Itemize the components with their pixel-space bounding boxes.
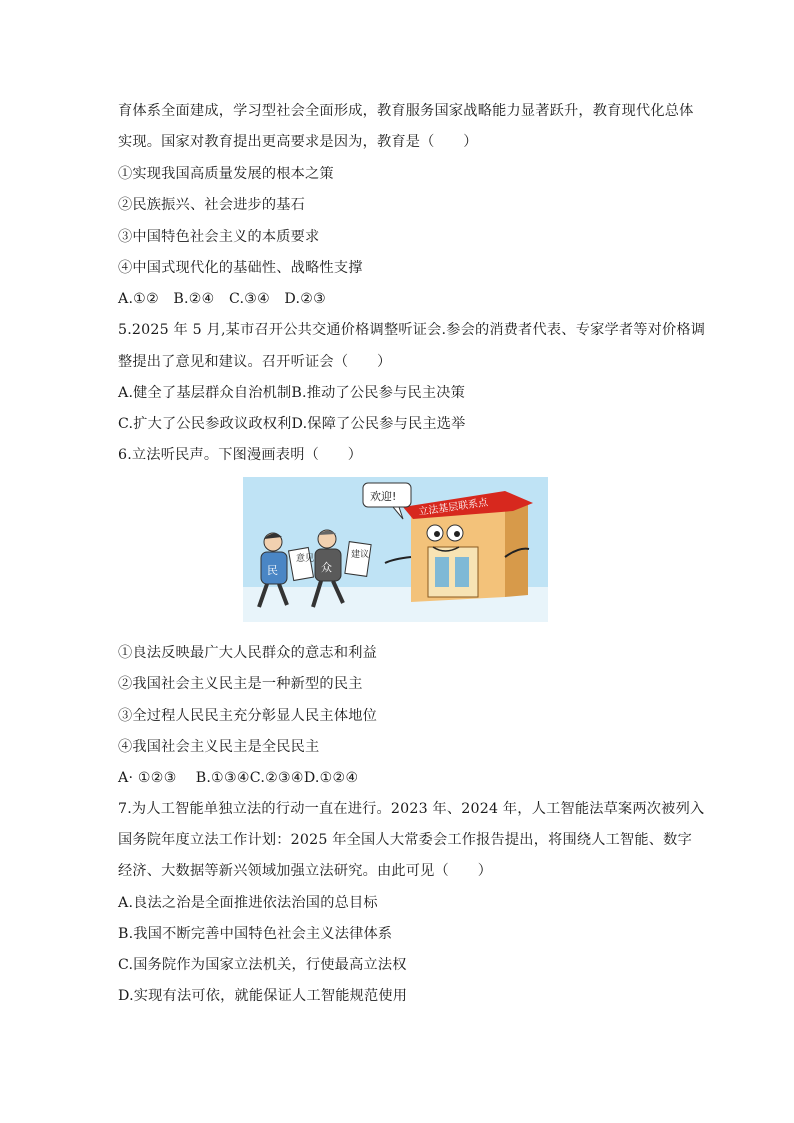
question-6: 6.立法听民声。下图漫画表明（ ） [118, 447, 363, 463]
option-line: A.良法之治是全面推进依法治国的总目标 [118, 895, 378, 911]
question-7: 7.为人工智能单独立法的行动一直在进行。2023 年、2024 年，人工智能法草案两次被列入 [118, 801, 705, 817]
answer-choices: A.①② B.②④ C.③④ D.②③ [118, 291, 327, 307]
option-line: ③中国特色社会主义的本质要求 [118, 229, 320, 245]
shirt-text-1: 民 [267, 564, 278, 577]
option-line: ④我国社会主义民主是全民民主 [118, 739, 320, 755]
speech-text: 欢迎! [370, 490, 397, 503]
question-5-cont: 整提出了意见和建议。召开听证会（ ） [118, 354, 392, 370]
option-line: C.国务院作为国家立法机关，行使最高立法权 [118, 957, 407, 973]
answer-choices: A.健全了基层群众自治机制B.推动了公民参与民主决策 [118, 385, 466, 401]
answer-choices: A· ①②③ B.①③④C.②③④D.①②④ [118, 770, 359, 786]
option-line: ②民族振兴、社会进步的基石 [118, 197, 306, 213]
question-7-cont: 经济、大数据等新兴领域加强立法研究。由此可见（ ） [118, 863, 493, 879]
answer-choices: C.扩大了公民参政议政权利D.保障了公民参与民主选举 [118, 416, 466, 432]
option-line: ②我国社会主义民主是一种新型的民主 [118, 676, 363, 692]
option-line: B.我国不断完善中国特色社会主义法律体系 [118, 926, 393, 942]
option-line: ④中国式现代化的基础性、战略性支撑 [118, 260, 363, 276]
option-line: D.实现有法可依，就能保证人工智能规范使用 [118, 988, 408, 1004]
question-7-cont: 国务院年度立法工作计划：2025 年全国人大常委会工作报告提出，将围绕人工智能、数字 [118, 832, 692, 848]
option-line: ①良法反映最广大人民群众的意志和利益 [118, 645, 377, 661]
paper-text-1: 意见 [296, 554, 315, 564]
shirt-text-2: 众 [321, 561, 332, 574]
cartoon-illustration [243, 477, 548, 622]
sign-text: 立法基层联系点 [417, 497, 489, 518]
text-line: 育体系全面建成，学习型社会全面形成，教育服务国家战略能力显著跃升，教育现代化总体 [118, 103, 694, 119]
text-line: 实现。国家对教育提出更高要求是因为，教育是（ ） [118, 134, 478, 150]
option-line: ①实现我国高质量发展的根本之策 [118, 166, 334, 182]
option-line: ③全过程人民民主充分彰显人民主体地位 [118, 708, 377, 724]
paper-text-2: 建议 [351, 550, 370, 560]
question-5: 5.2025 年 5 月,某市召开公共交通价格调整听证会.参会的消费者代表、专家学者等对价格调 [118, 322, 706, 338]
